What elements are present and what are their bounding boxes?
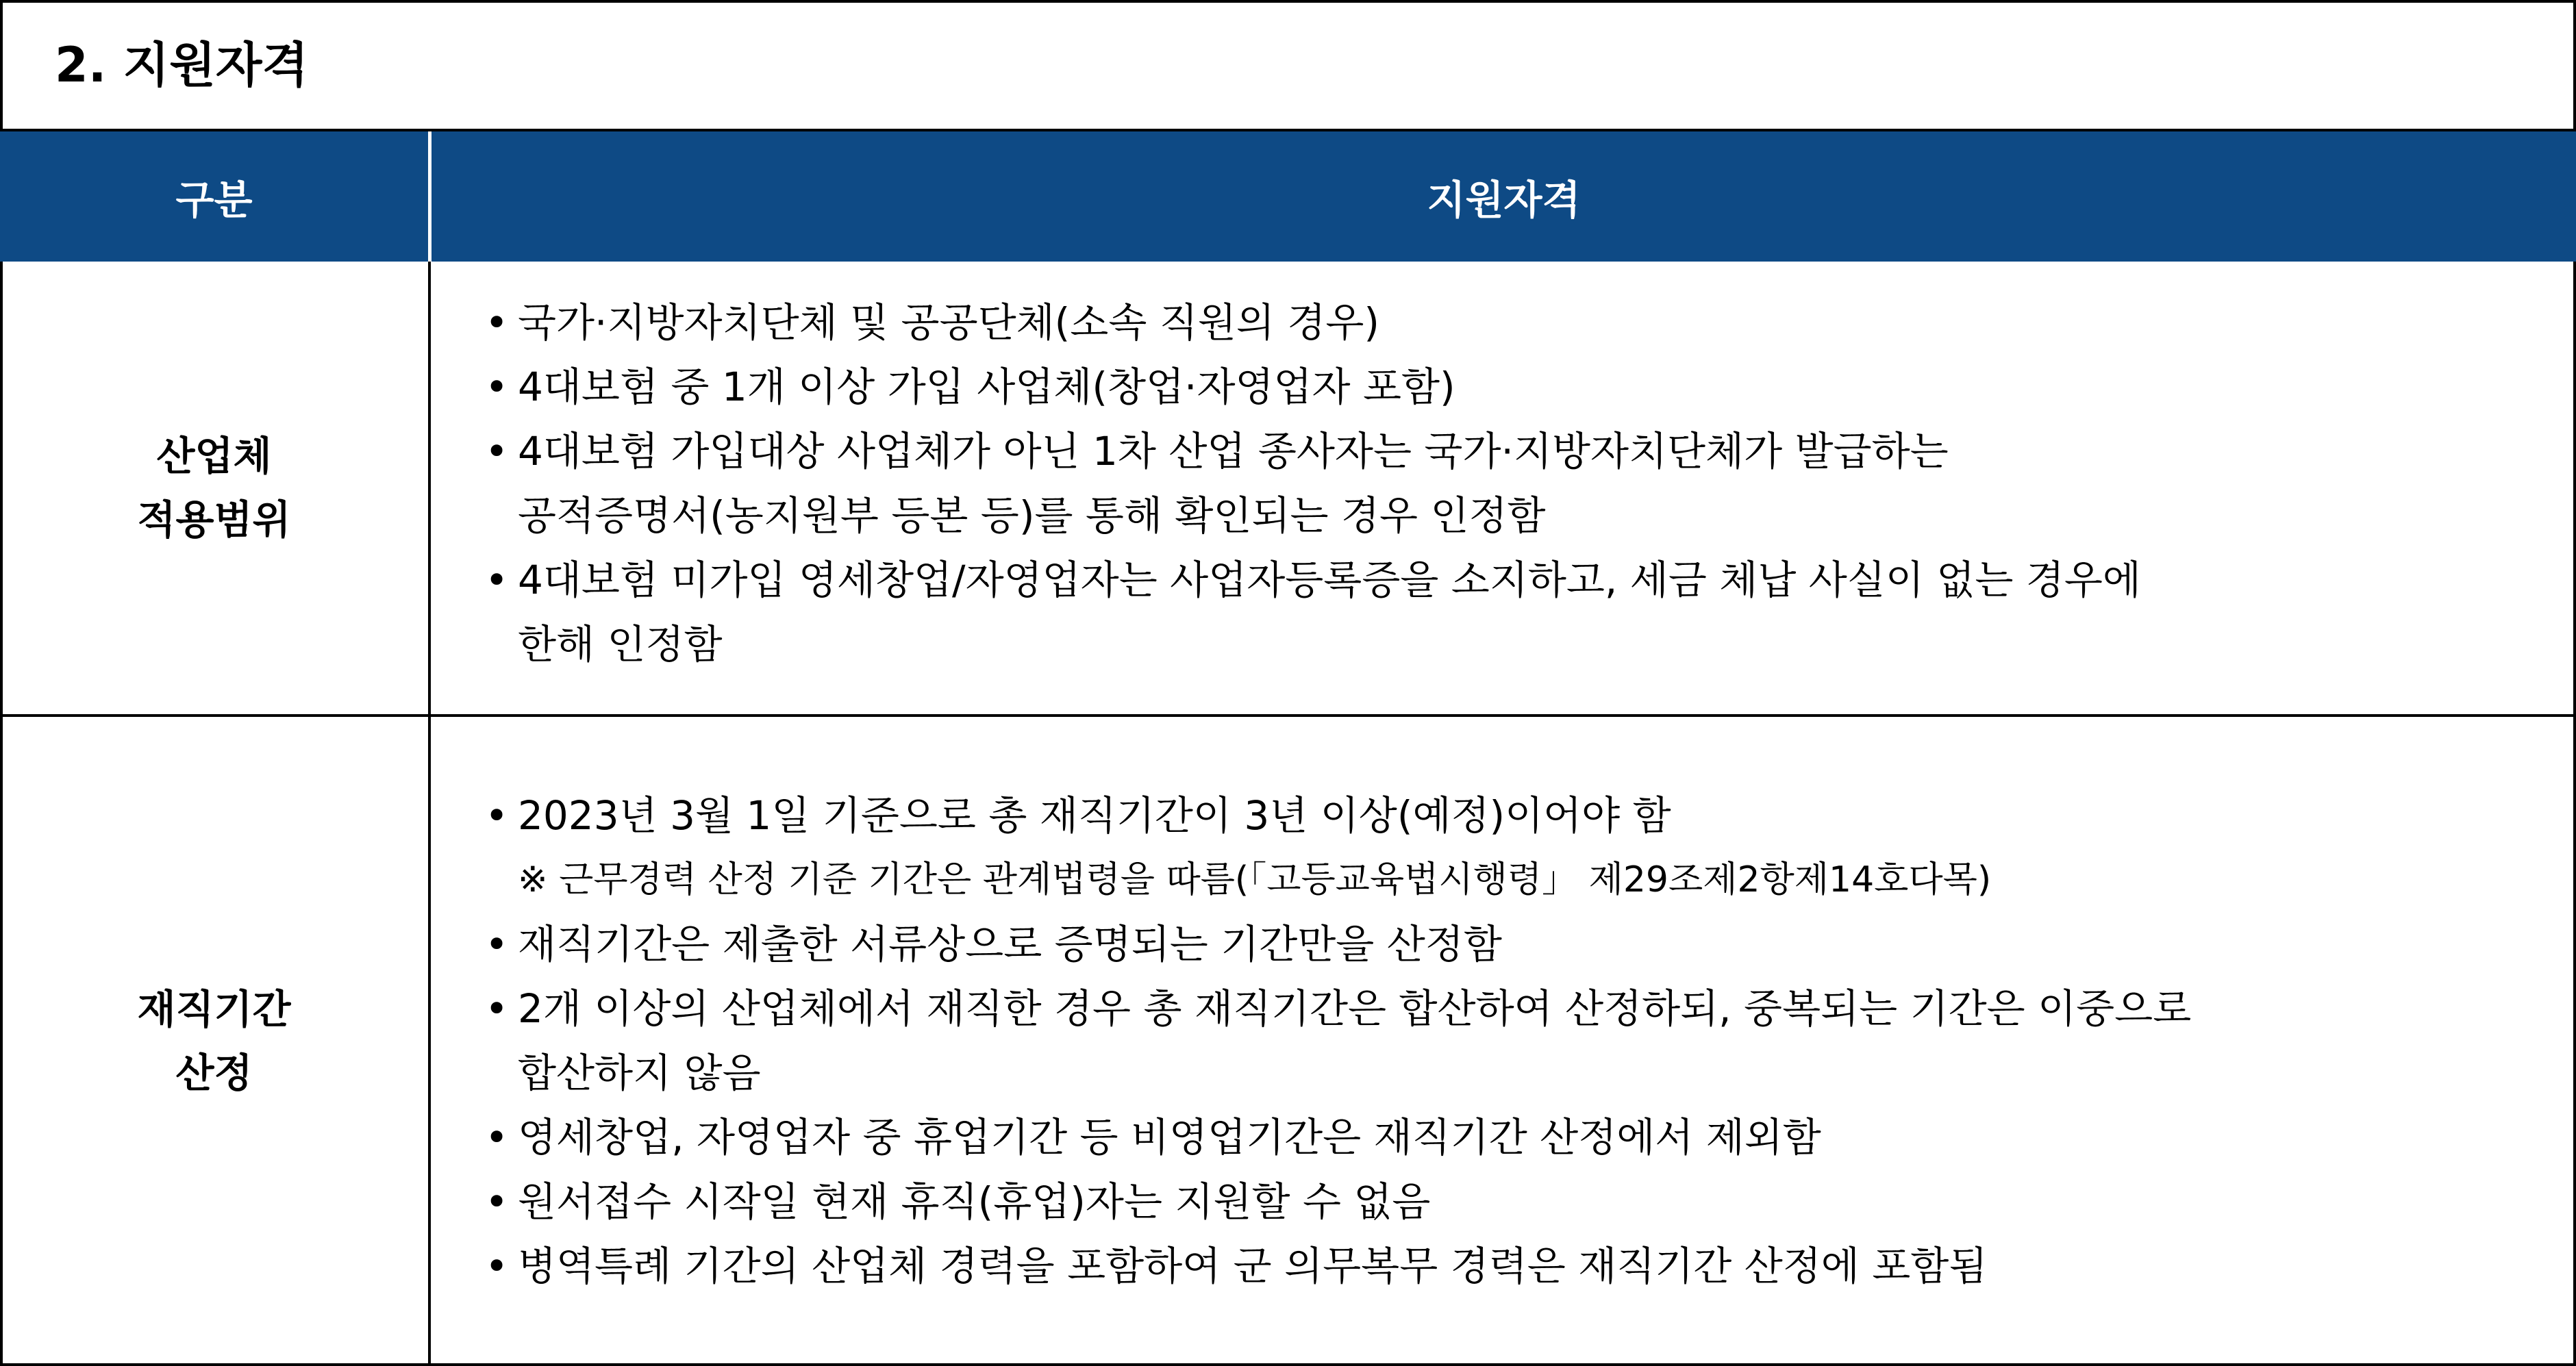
- item-line: 영세창업, 자영업자 중 휴업기간 등 비영업기간은 재직기간 산정에서 제외함: [518, 1114, 1821, 1161]
- list-item: [479, 783, 2534, 848]
- item-line: 한해 인정함: [518, 621, 723, 668]
- item-line: 원서접수 시작일 현재 휴직(휴업)자는 지원할 수 없음: [518, 1178, 1431, 1225]
- row-label-line: 적용범위: [137, 496, 291, 543]
- list-item: [479, 548, 2534, 676]
- table-row-industry-scope: [0, 262, 2576, 717]
- table-row-employment-period: [0, 717, 2576, 1366]
- list-item: [479, 1169, 2534, 1234]
- row-label-line: 산업체: [156, 432, 272, 479]
- bullet-icon: •: [485, 985, 509, 1032]
- bullet-icon: •: [485, 557, 509, 603]
- row-content-industry-scope: [479, 290, 2534, 676]
- row-label-line: 산정: [175, 1050, 253, 1096]
- list-item: [479, 1234, 2534, 1298]
- bullet-icon: •: [485, 1243, 509, 1289]
- row-label-industry-scope: [0, 262, 428, 714]
- item-line: 합산하지 않음: [518, 1050, 761, 1096]
- header-qualification: 지원자격: [1427, 177, 1581, 223]
- list-item: [479, 355, 2534, 419]
- item-line: 병역특례 기간의 산업체 경력을 포함하여 군 의무복무 경력은 재직기간 산정에 포함됨: [518, 1243, 1988, 1289]
- list-item: [479, 290, 2534, 355]
- item-line: 재직기간은 제출한 서류상으로 증명되는 기간만을 산정함: [518, 921, 1502, 967]
- item-line: 2023년 3월 1일 기준으로 총 재직기간이 3년 이상(예정)이어야 함: [518, 792, 1671, 839]
- section-title-bar: [0, 0, 2576, 131]
- item-line: 2개 이상의 산업체에서 재직한 경우 총 재직기간은 합산하여 산정하되, 중복되는 기간은 이중으로: [518, 985, 2192, 1032]
- item-line: 공적증명서(농지원부 등본 등)를 통해 확인되는 경우 인정함: [518, 492, 1546, 539]
- header-category: 구분: [175, 177, 253, 223]
- section-title: 2. 지원자격: [55, 37, 309, 93]
- reference-note: ※ 근무경력 산정 기준 기간은 관계법령을 따름(「고등교육법시행령」 제29조제2항제14호다목): [518, 859, 1992, 900]
- row-label-line: 재직기간: [137, 986, 291, 1033]
- list-item: [479, 976, 2534, 1105]
- row-content-employment-period: [479, 783, 2534, 1298]
- row-label-employment-period: [0, 717, 428, 1366]
- item-line: 4대보험 중 1개 이상 가입 사업체(창업·자영업자 포함): [518, 364, 1455, 410]
- item-line: 4대보험 미가입 영세창업/자영업자는 사업자등록증을 소지하고, 세금 체납 사실이 없는 경우에: [518, 557, 2141, 603]
- list-item: [479, 419, 2534, 548]
- bullet-icon: •: [485, 428, 509, 475]
- bullet-icon: •: [485, 1114, 509, 1161]
- bullet-icon: •: [485, 364, 509, 410]
- bullet-icon: •: [485, 792, 509, 839]
- bullet-icon: •: [485, 299, 509, 346]
- bullet-icon: •: [485, 1178, 509, 1225]
- item-line: 4대보험 가입대상 사업체가 아닌 1차 산업 종사자는 국가·지방자치단체가 발급하는: [518, 428, 1949, 475]
- list-item: [479, 912, 2534, 976]
- item-line: 국가·지방자치단체 및 공공단체(소속 직원의 경우): [518, 299, 1380, 346]
- bullet-icon: •: [485, 921, 509, 967]
- list-item: [479, 1105, 2534, 1169]
